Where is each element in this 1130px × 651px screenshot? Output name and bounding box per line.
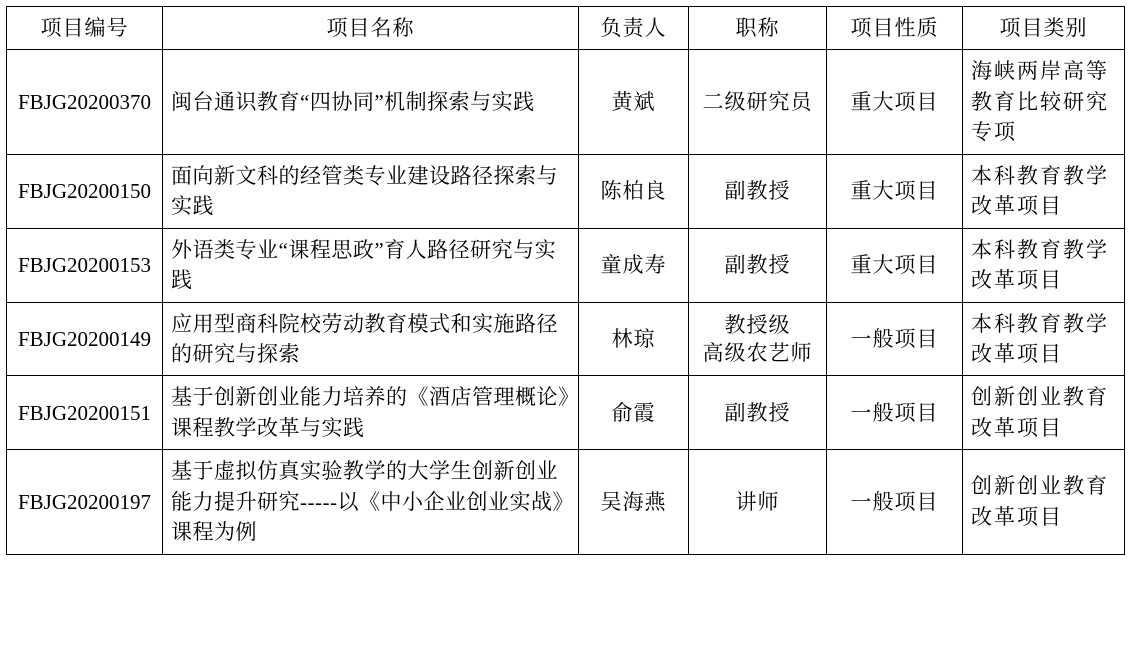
table-row — [7, 50, 1125, 154]
cell-category: 创新创业教育改革项目 — [963, 450, 1125, 554]
cell-nature: 重大项目 — [827, 50, 963, 154]
cell-title: 副教授 — [689, 228, 827, 302]
cell-name: 外语类专业“课程思政”育人路径研究与实践 — [163, 228, 579, 302]
cell-code: FBJG20200370 — [7, 50, 163, 154]
cell-code: FBJG20200149 — [7, 302, 163, 376]
cell-name: 基于虚拟仿真实验教学的大学生创新创业能力提升研究-----以《中小企业创业实战》课程为例 — [163, 450, 579, 554]
cell-category: 本科教育教学改革项目 — [963, 302, 1125, 376]
cell-leader: 黄斌 — [579, 50, 689, 154]
cell-code: FBJG20200153 — [7, 228, 163, 302]
cell-title: 二级研究员 — [689, 50, 827, 154]
cell-category: 本科教育教学改革项目 — [963, 154, 1125, 228]
table-row — [7, 376, 1125, 450]
table-row — [7, 228, 1125, 302]
cell-name: 应用型商科院校劳动教育模式和实施路径的研究与探索 — [163, 302, 579, 376]
cell-name: 基于创新创业能力培养的《酒店管理概论》课程教学改革与实践 — [163, 376, 579, 450]
cell-nature: 重大项目 — [827, 228, 963, 302]
cell-leader: 俞霞 — [579, 376, 689, 450]
cell-leader: 童成寿 — [579, 228, 689, 302]
cell-leader: 吴海燕 — [579, 450, 689, 554]
cell-nature: 一般项目 — [827, 302, 963, 376]
cell-name: 闽台通识教育“四协同”机制探索与实践 — [163, 50, 579, 154]
cell-nature: 重大项目 — [827, 154, 963, 228]
document-page — [0, 6, 1130, 651]
table-header-row — [7, 7, 1125, 50]
project-table — [6, 6, 1125, 555]
column-header-title: 职称 — [689, 7, 827, 50]
table-row — [7, 450, 1125, 554]
cell-leader: 陈柏良 — [579, 154, 689, 228]
cell-category: 本科教育教学改革项目 — [963, 228, 1125, 302]
cell-leader: 林琼 — [579, 302, 689, 376]
table-row — [7, 302, 1125, 376]
cell-title: 副教授 — [689, 154, 827, 228]
column-header-name: 项目名称 — [163, 7, 579, 50]
table-body — [7, 50, 1125, 554]
cell-nature: 一般项目 — [827, 450, 963, 554]
table-header — [7, 7, 1125, 50]
cell-title: 副教授 — [689, 376, 827, 450]
cell-category: 创新创业教育改革项目 — [963, 376, 1125, 450]
cell-title — [689, 302, 827, 376]
column-header-nature: 项目性质 — [827, 7, 963, 50]
cell-name: 面向新文科的经管类专业建设路径探索与实践 — [163, 154, 579, 228]
cell-nature: 一般项目 — [827, 376, 963, 450]
cell-category: 海峡两岸高等教育比较研究专项 — [963, 50, 1125, 154]
cell-title-line2: 高级农艺师 — [702, 340, 813, 365]
cell-code: FBJG20200151 — [7, 376, 163, 450]
column-header-leader: 负责人 — [579, 7, 689, 50]
column-header-code: 项目编号 — [7, 7, 163, 50]
cell-code: FBJG20200150 — [7, 154, 163, 228]
table-row — [7, 154, 1125, 228]
cell-title-line1: 教授级 — [724, 312, 791, 337]
column-header-category: 项目类别 — [963, 7, 1125, 50]
cell-title: 讲师 — [689, 450, 827, 554]
cell-code: FBJG20200197 — [7, 450, 163, 554]
